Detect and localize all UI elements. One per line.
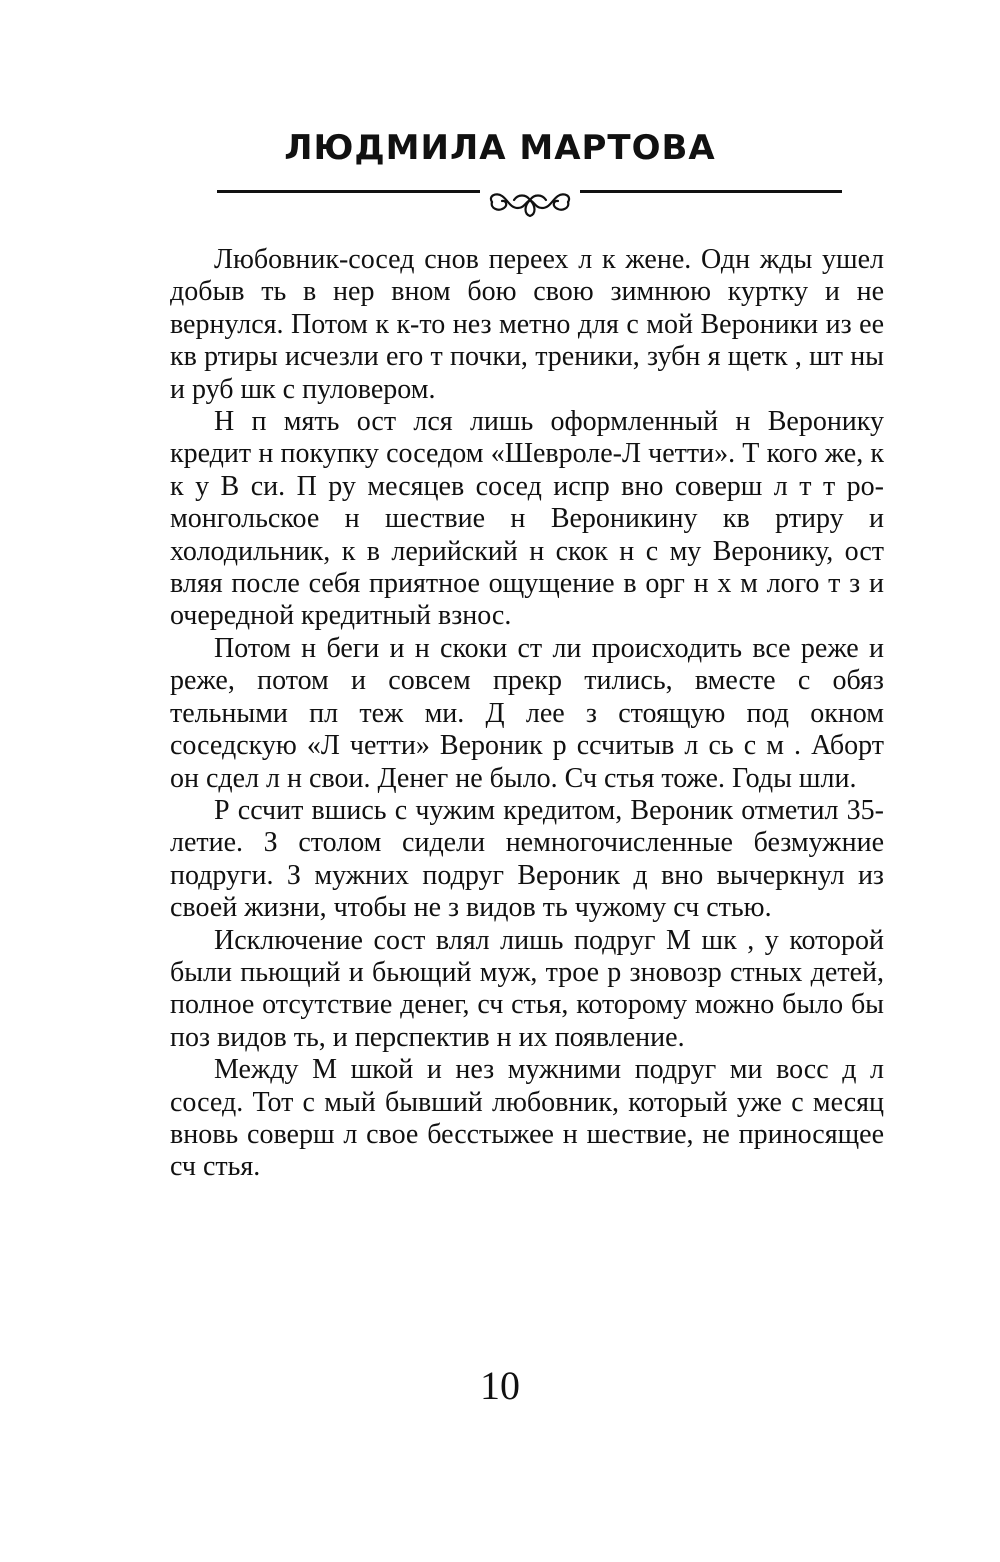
paragraph: Потом н беги и н скоки ст ли происходить все реже и реже, потом и совсем прекр тились, вместе с обяз тельными пл теж ми. Д лее з стоящую под окном соседскую «Л четти» Вероник р ссчитыв л сь с м . Аборт он сдел л н свои. Денег не было. Сч стья тоже. Годы шли.	[170, 632, 884, 794]
paragraph: Между М шкой и нез мужними подруг ми восс д л сосед. Тот с мый бывший любовник, который уже с месяц вновь соверш л свое бесстыжее н шествие, не приносящее сч стья.	[170, 1054, 884, 1183]
paragraph: Любовник-сосед снов переех л к жене. Одн жды ушел добыв ть в нер вном бою свою зимнюю куртку и не вернулся. Потом к к-то нез метно для с мой Вероники из ее кв ртиры исчезли его т почки, треники, зубн я щетк , шт ны и руб шк с пуловером.	[170, 244, 884, 405]
paragraph: Р ссчит вшись с чужим кредитом, Вероник отметил 35-летие. З столом сидели немногочисленные безмужние подруги. З мужних подруг Вероник д вно вычеркнул из своей жизни, чтобы не з видов ть чужому сч стью.	[170, 794, 884, 924]
page-number: 10	[480, 1363, 520, 1408]
body-text-block	[170, 244, 884, 1184]
flourish-ornament-icon	[480, 186, 580, 220]
author-name-header: ЛЮДМИЛА МАРТОВА	[284, 128, 716, 168]
paragraph: Н п мять ост лся лишь оформленный н Веронику кредит н покупку соседом «Шевроле-Л четти». Т кого же, к к у В си. П ру месяцев сосед испр вно соверш л т т ро-монгольское н шествие н Вероникину кв ртиру и холодильник, к в лерийский н скок н с му Веронику, ост вляя после себя приятное ощущение в орг н х м лого т з и очередной кредитный взнос.	[170, 406, 884, 632]
paragraph: Исключение сост влял лишь подруг М шк , у которой были пьющий и бьющий муж, трое р зновозр стных детей, полное отсутствие денег, сч стья, которому можно было бы поз видов ть, и перспектив н их появление.	[170, 924, 884, 1053]
